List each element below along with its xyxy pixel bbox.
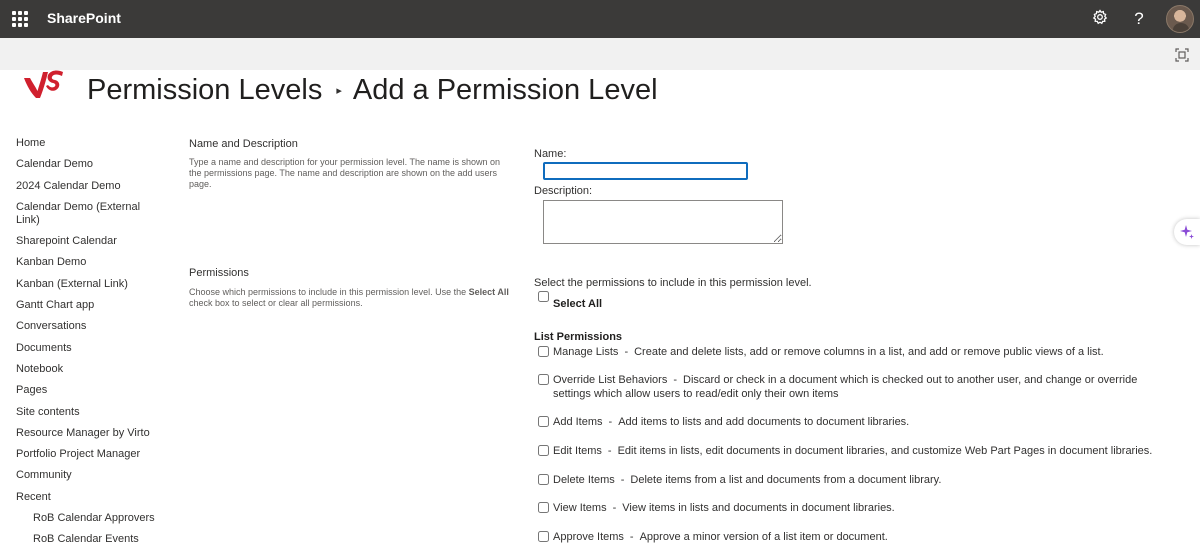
manage-lists-checkbox[interactable] <box>538 346 549 357</box>
add-items-text <box>553 415 909 429</box>
permission-name[interactable]: Edit Items <box>553 445 602 457</box>
nav-item-site-contents[interactable]: Site contents <box>16 405 80 418</box>
name-section-description: Type a name and description for your permission level. The name is shown on the permissions page. The name and description are shown on the add users page. <box>189 157 500 189</box>
permission-name[interactable]: Override List Behaviors <box>553 374 668 386</box>
permissions-intro: Select the permissions to include in this permission level. <box>534 277 812 289</box>
breadcrumb-permission-levels-link[interactable]: Permission Levels <box>87 74 323 106</box>
waffle-icon[interactable] <box>12 11 28 27</box>
permission-separator: - <box>612 502 617 514</box>
name-input[interactable] <box>543 162 748 180</box>
permission-name[interactable]: View Items <box>553 502 607 514</box>
list-permissions-heading: List Permissions <box>534 331 623 343</box>
permission-description: Approve a minor version of a list item or document. <box>639 531 888 543</box>
permission-description: Delete items from a list and documents from a document library. <box>630 474 942 486</box>
nav-item-home[interactable]: Home <box>16 137 46 149</box>
delete-items-text <box>553 473 941 487</box>
avatar[interactable] <box>1166 5 1194 33</box>
copilot-sparkle-icon[interactable] <box>1174 219 1200 245</box>
name-label: Name: <box>534 148 567 160</box>
nav-item-2024-calendar-demo[interactable]: 2024 Calendar Demo <box>16 179 121 192</box>
permission-description: Edit items in lists, edit documents in document libraries, and customize Web Part Pages in document libraries. <box>617 445 1153 457</box>
permission-description: Add items to lists and add documents to document libraries. <box>618 416 910 428</box>
focus-mode-icon[interactable] <box>1175 48 1189 62</box>
permission-separator: - <box>624 346 629 358</box>
override-list-behaviors-text <box>553 373 1158 401</box>
edit-items-text <box>553 444 1152 458</box>
permission-description: View items in lists and documents in document libraries. <box>622 502 895 514</box>
help-icon[interactable]: ? <box>1134 9 1144 28</box>
permission-row-edit-items <box>538 444 1158 458</box>
permission-name[interactable]: Add Items <box>553 416 603 428</box>
permission-separator: - <box>673 374 677 386</box>
permission-row-add-items <box>538 415 1158 429</box>
approve-items-checkbox[interactable] <box>538 531 549 542</box>
view-items-text <box>553 501 895 515</box>
nav-item-gantt-chart-app[interactable]: Gantt Chart app <box>16 299 95 312</box>
name-section-title: Name and Description <box>189 138 298 150</box>
nav-item-rob-calendar-approvers[interactable]: RoB Calendar Approvers <box>33 512 155 525</box>
nav-item-recent[interactable]: Recent <box>16 490 51 503</box>
select-all-label[interactable]: Select All <box>553 298 603 310</box>
nav-item-notebook[interactable]: Notebook <box>16 362 64 375</box>
permission-row-approve-items <box>538 530 1158 544</box>
override-list-behaviors-checkbox[interactable] <box>538 374 549 385</box>
permission-separator: - <box>607 445 612 457</box>
breadcrumb-separator-icon: ▸ <box>336 85 342 97</box>
nav-item-documents[interactable]: Documents <box>16 341 72 354</box>
select-all-checkbox[interactable] <box>538 291 549 302</box>
permission-description: Create and delete lists, add or remove columns in a list, and add or remove public views of a list. <box>634 346 1104 358</box>
suite-bar <box>0 0 1200 38</box>
description-textarea[interactable] <box>543 200 783 244</box>
page-title: Add a Permission Level <box>352 74 658 106</box>
app-brand[interactable]: SharePoint <box>47 10 121 26</box>
permission-name[interactable]: Manage Lists <box>553 346 619 358</box>
nav-item-calendar-demo-external[interactable]: Calendar Demo (External Link) <box>16 200 141 226</box>
description-label: Description: <box>534 185 593 197</box>
permission-name[interactable]: Delete Items <box>553 474 615 486</box>
breadcrumb <box>87 74 658 107</box>
view-items-checkbox[interactable] <box>538 502 549 513</box>
permissions-desc-bold: Select All <box>468 287 509 297</box>
permission-separator: - <box>629 531 634 543</box>
permission-row-view-items <box>538 501 1158 515</box>
nav-item-conversations[interactable]: Conversations <box>16 320 87 333</box>
permissions-desc-text-end: check box to select or clear all permissions. <box>189 298 363 308</box>
permission-name[interactable]: Approve Items <box>553 531 624 543</box>
nav-item-pages[interactable]: Pages <box>16 384 48 397</box>
nav-item-rob-calendar-events[interactable]: RoB Calendar Events <box>33 533 139 546</box>
left-navigation <box>16 137 161 551</box>
permissions-desc-text: Choose which permissions to include in this permission level. Use the <box>189 287 469 297</box>
nav-item-calendar-demo[interactable]: Calendar Demo <box>16 158 94 171</box>
delete-items-checkbox[interactable] <box>538 474 549 485</box>
permission-row-manage-lists <box>538 345 1158 359</box>
nav-item-community[interactable]: Community <box>16 469 72 482</box>
permission-description: Discard or check in a document which is checked out to another user, and change or override settings which allow users to read/edit only their own items <box>553 374 1138 400</box>
permissions-section-title: Permissions <box>189 267 249 279</box>
permission-separator: - <box>620 474 625 486</box>
manage-lists-text <box>553 345 1104 359</box>
command-bar <box>0 38 1200 70</box>
permission-row-delete-items <box>538 473 1158 487</box>
site-logo[interactable] <box>22 68 66 102</box>
nav-item-kanban-demo[interactable]: Kanban Demo <box>16 256 87 269</box>
gear-icon[interactable] <box>1090 9 1110 31</box>
nav-item-resource-manager[interactable]: Resource Manager by Virto <box>16 426 150 439</box>
approve-items-text <box>553 530 888 544</box>
permissions-section-description <box>189 287 514 309</box>
nav-item-portfolio-project-manager[interactable]: Portfolio Project Manager <box>16 448 141 461</box>
edit-items-checkbox[interactable] <box>538 445 549 456</box>
permission-row-override-list-behaviors <box>538 373 1158 401</box>
nav-item-sharepoint-calendar[interactable]: Sharepoint Calendar <box>16 235 117 248</box>
nav-item-kanban-external[interactable]: Kanban (External Link) <box>16 277 128 290</box>
permission-separator: - <box>608 416 613 428</box>
add-items-checkbox[interactable] <box>538 416 549 427</box>
